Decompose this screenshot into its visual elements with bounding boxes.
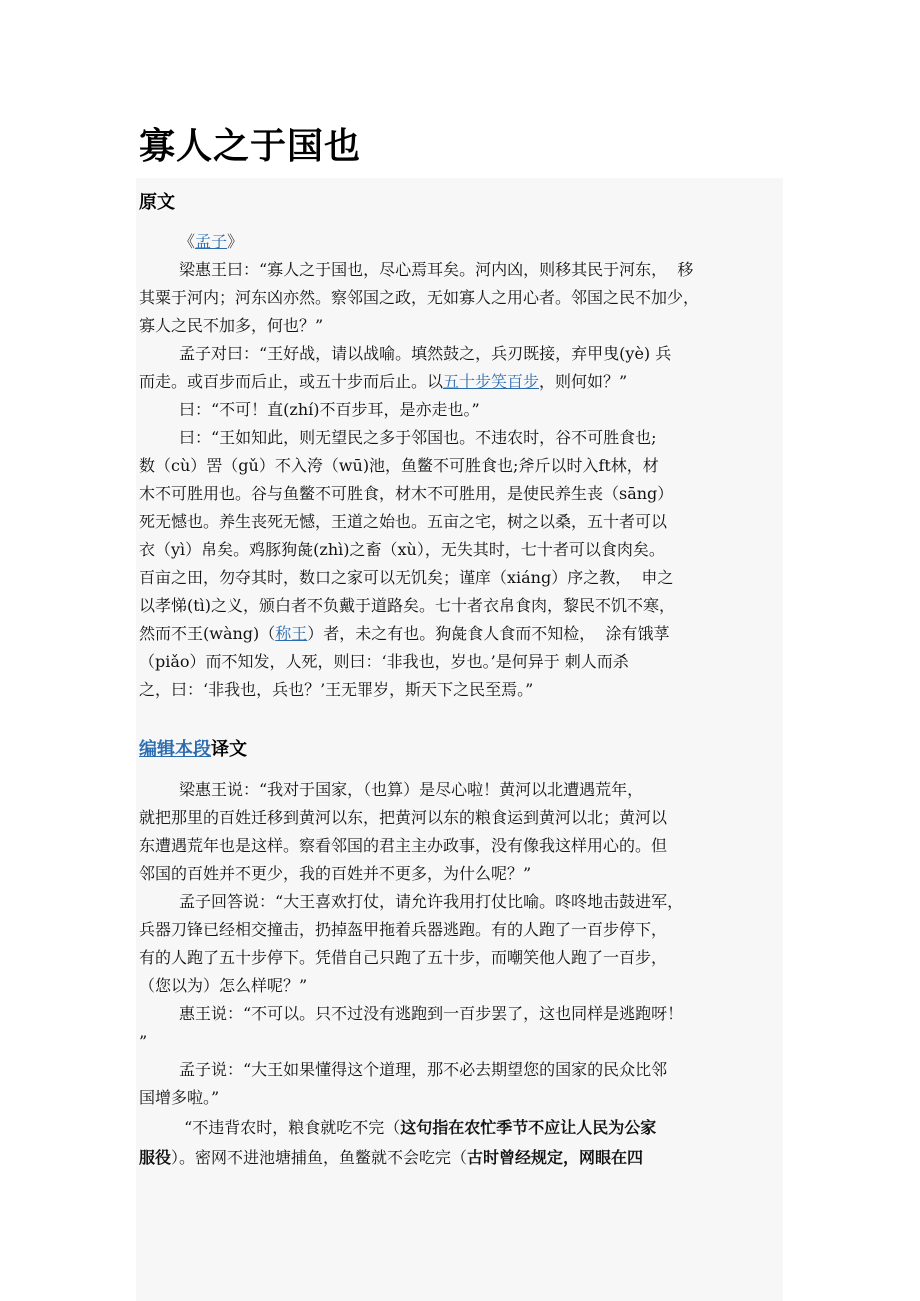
translation-line: 孟子回答说：“大王喜欢打仗，请允许我用打仗比喻。咚咚地击鼓进军， — [179, 892, 684, 911]
original-text-span: ）者，未之有也。狗彘食人食而不知检， 涂有饿莩 — [307, 624, 670, 643]
original-line: 木不可胜用也。谷与鱼鳖不可胜食，材木不可胜用，是使民养生丧（sāng） — [139, 484, 674, 503]
original-text-span: 而走。或百步而后止，或五十步而后止。以 — [139, 372, 444, 391]
fifty-steps-link[interactable]: 五十步笑百步 — [443, 372, 540, 391]
annotation-bold: 古时曾经规定，网眼在四 — [467, 1148, 644, 1167]
translation-line: 有的人跑了五十步停下。凭借自己只跑了五十步，而嘲笑他人跑了一百步， — [139, 948, 668, 967]
page-title: 寡人之于国也 — [139, 126, 362, 167]
source-bracket-close: 》 — [227, 232, 244, 251]
original-line: 以孝悌(tì)之义，颁白者不负戴于道路矣。七十者衣帛食肉，黎民不饥不寒， — [139, 596, 676, 615]
translation-line: 孟子说：“大王如果懂得这个道理，那不必去期望您的国家的民众比邻 — [179, 1060, 668, 1079]
original-line: 数（cù）罟（gǔ）不入洿（wū)池，鱼鳖不可胜食也;斧斤以时入ft林，材 — [139, 456, 659, 475]
translation-line: （您以为）怎么样呢？” — [139, 976, 308, 995]
original-line: 衣（yì）帛矣。鸡豚狗彘(zhì)之畜（xù），无失其时，七十者可以食肉矣。 — [139, 540, 665, 559]
edit-section-link[interactable]: 编辑本段 — [139, 739, 211, 760]
translation-line — [179, 1116, 656, 1140]
original-line: 梁惠王曰：“寡人之于国也，尽心焉耳矣。河内凶，则移其民于河东， 移 — [179, 260, 694, 279]
translation-line: 东遭遇荒年也是这样。察看邻国的君主主办政事，没有像我这样用心的。但 — [139, 836, 668, 855]
original-line: 其粟于河内；河东凶亦然。察邻国之政，无如寡人之用心者。邻国之民不加少， — [139, 288, 700, 307]
original-line: 之，曰：‘非我也，兵也？’王无罪岁，斯天下之民至焉。” — [139, 680, 534, 699]
annotation-bold: 这句指在农忙季节不应让人民为公家 — [400, 1118, 657, 1137]
mencius-link[interactable]: 孟子 — [195, 232, 228, 251]
original-line: （piǎo）而不知发，人死，则曰：‘非我也，岁也。’是何异于 刺人而杀 — [139, 652, 629, 671]
translation-line: 国增多啦。” — [139, 1088, 220, 1107]
translation-heading-text: 译文 — [211, 739, 247, 760]
original-heading: 原文 — [139, 192, 175, 213]
translation-line — [139, 1146, 643, 1170]
original-line: 孟子对曰：“王好战，请以战喻。填然鼓之，兵刃既接，弃甲曳(yè) 兵 — [179, 344, 672, 363]
original-line — [139, 370, 627, 394]
original-line: 寡人之民不加多，何也？” — [139, 316, 324, 335]
translation-line: 就把那里的百姓迁移到黄河以东，把黄河以东的粮食运到黄河以北；黄河以 — [139, 808, 668, 827]
original-line: 曰：“王如知此，则无望民之多于邻国也。不违农时，谷不可胜食也; — [179, 428, 657, 447]
translation-line: 惠王说：“不可以。只不过没有逃跑到一百步罢了，这也同样是逃跑呀！ — [179, 1004, 684, 1023]
cheng-wang-link[interactable]: 称王 — [275, 624, 308, 643]
original-line: 百亩之田，勿夺其时，数口之家可以无饥矣；谨庠（xiáng）序之教， 申之 — [139, 568, 674, 587]
translation-line: 梁惠王说：“我对于国家，（也算）是尽心啦！黄河以北遭遇荒年， — [179, 780, 644, 799]
translation-heading — [139, 735, 247, 761]
source-line — [179, 230, 243, 254]
translation-text-span: ）。密网不进池塘捕鱼，鱼鳖就不会吃完（ — [171, 1148, 468, 1167]
original-line: 曰：“不可！直(zhí)不百步耳，是亦走也。” — [179, 400, 480, 419]
original-text-span: 然而不王(wàng)（ — [139, 624, 276, 643]
translation-line: ” — [139, 1032, 148, 1051]
annotation-bold: 服役 — [139, 1148, 172, 1167]
translation-line: 兵器刀锋已经相交撞击，扔掉盔甲拖着兵器逃跑。有的人跑了一百步停下， — [139, 920, 668, 939]
original-text-span: ，则何如？” — [539, 372, 628, 391]
translation-line: 邻国的百姓并不更少，我的百姓并不更多，为什么呢？” — [139, 864, 532, 883]
original-line: 死无憾也。养生丧死无憾，王道之始也。五亩之宅，树之以桑，五十者可以 — [139, 512, 668, 531]
translation-text-span: “不违背农时，粮食就吃不完（ — [179, 1118, 401, 1137]
source-bracket-open: 《 — [179, 232, 196, 251]
original-line — [139, 622, 669, 646]
